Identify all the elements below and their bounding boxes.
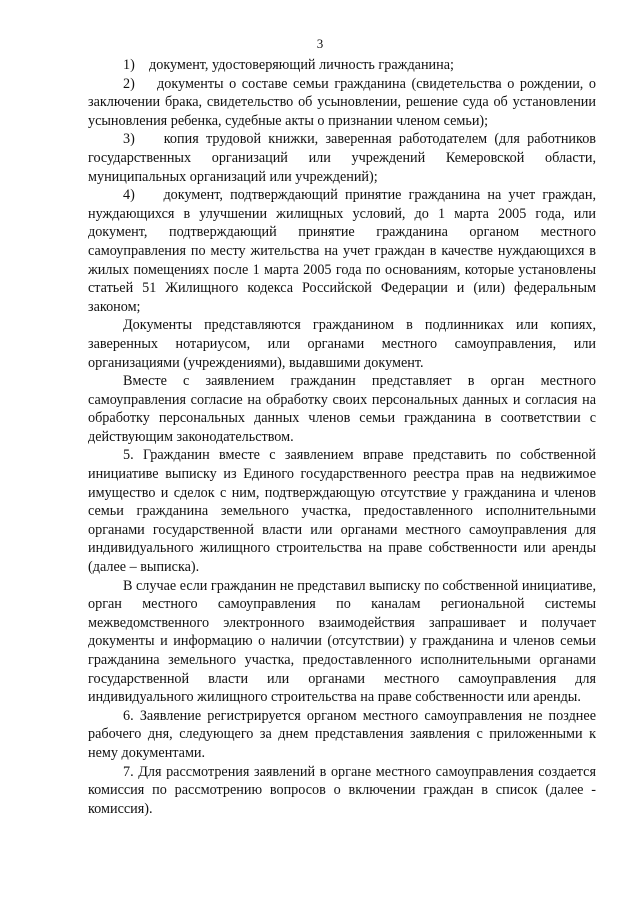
paragraph-section-7: 7. Для рассмотрения заявлений в органе местного самоуправления создается комиссия по рассмотрению вопросов о включении граждан в список (далее - комиссия). [88,763,596,817]
paragraph-section-5: 5. Гражданин вместе с заявлением вправе представить по собственной инициативе выписку из Единого государственного реестра прав на недвижимое имущество и сделок с ним, подтверждающую отсутствие у гражданина и членов семьи гражданина земельного участка, предоставленного исполнительными органами государственной власти или органами местного самоуправления для индивидуального жилищного строительства на праве собственности или аренды (далее – выписка). [88,447,596,576]
paragraph-section-6: 6. Заявление регистрируется органом местного самоуправления не позднее рабочего дня, следующего за днем представления заявления с приложенными к нему документами. [88,707,596,761]
document-body [88,56,596,818]
paragraph-documents-submission: Документы представляются гражданином в подлинниках или копиях, заверенных нотариусом, или органами местного самоуправления, или организациями (учреждениями), выдавшими документ. [88,317,596,371]
paragraph-item-4: 4) документ, подтверждающий принятие гражданина на учет граждан, нуждающихся в улучшении жилищных условий, до 1 марта 2005 года, или документ, подтверждающий принятие гражданина органом местного самоуправления по месту жительства на учет граждан в качестве нуждающихся в жилых помещениях после 1 марта 2005 года по основаниям, которые установлены статьей 51 Жилищного кодекса Российской Федерации и (или) федеральным законом; [88,187,596,315]
page-number: 3 [316,36,324,51]
paragraph-personal-data-consent: Вместе с заявлением гражданин представляет в орган местного самоуправления согласие на обработку своих персональных данных и согласия на обработку персональных данных членов семьи гражданина в соответствии с действующим законодательством. [88,373,596,445]
paragraph-item-3: 3) копия трудовой книжки, заверенная работодателем (для работников государственных организаций или учреждений Кемеровской области, муниципальных организаций или учреждений); [88,131,596,185]
paragraph-item-1: 1) документ, удостоверяющий личность гражданина; [123,57,454,73]
paragraph-item-2: 2) документы о составе семьи гражданина (свидетельства о рождении, о заключении брака, свидетельство об усыновлении, решение суда об установлении усыновления ребенка, судебные акты о признании членом семьи); [88,75,596,129]
paragraph-interagency-request: В случае если гражданин не представил выписку по собственной инициативе, орган местного самоуправления по каналам региональной системы межведомственного электронного взаимодействия запрашивает и получает документы и информацию о наличии (отсутствии) у гражданина и членов семьи гражданина земельного участка, предоставленного исполнительными органами государственной власти или органами местного самоуправления для индивидуального жилищного строительства на праве собственности или аренды. [88,577,596,706]
